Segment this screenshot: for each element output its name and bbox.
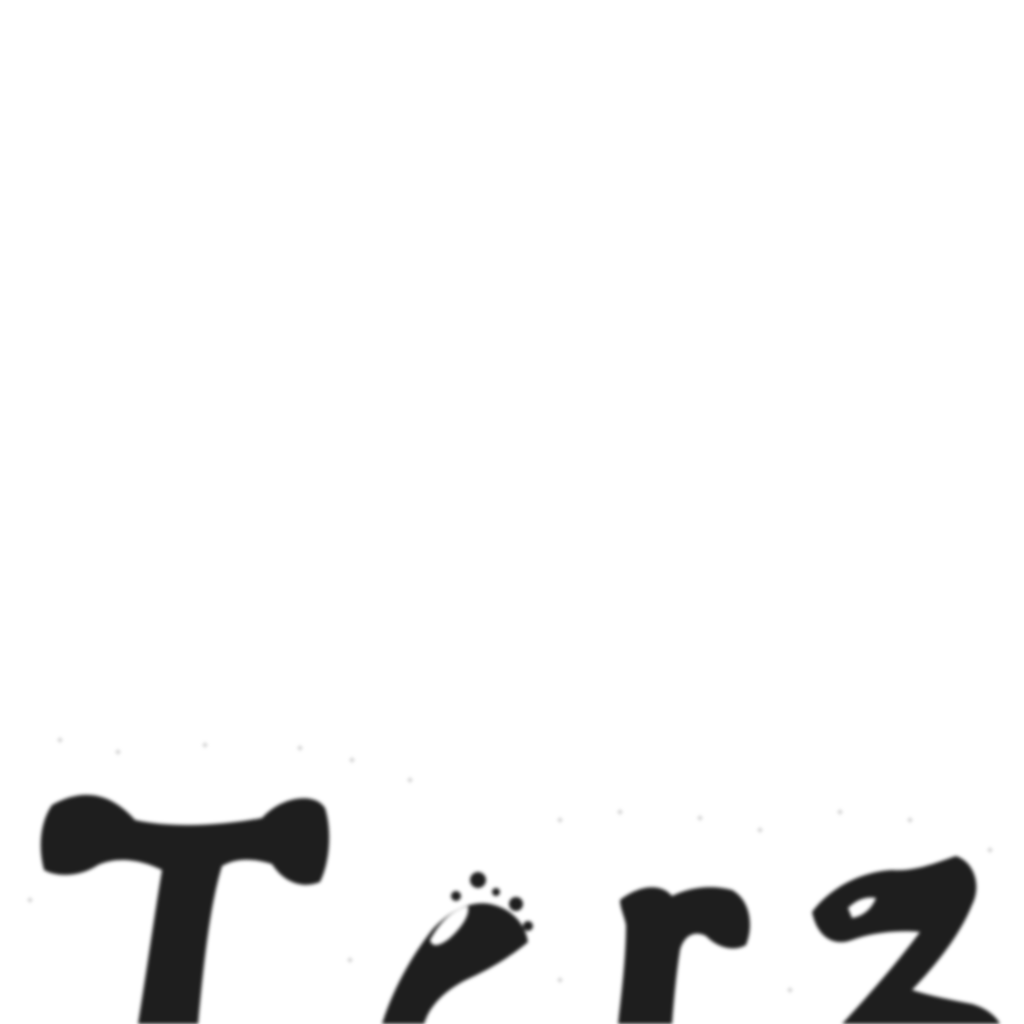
glyph-z — [812, 856, 1000, 1024]
glyph-r — [618, 887, 750, 1024]
glyph-e — [382, 872, 533, 1024]
glyph-t — [41, 795, 329, 1024]
